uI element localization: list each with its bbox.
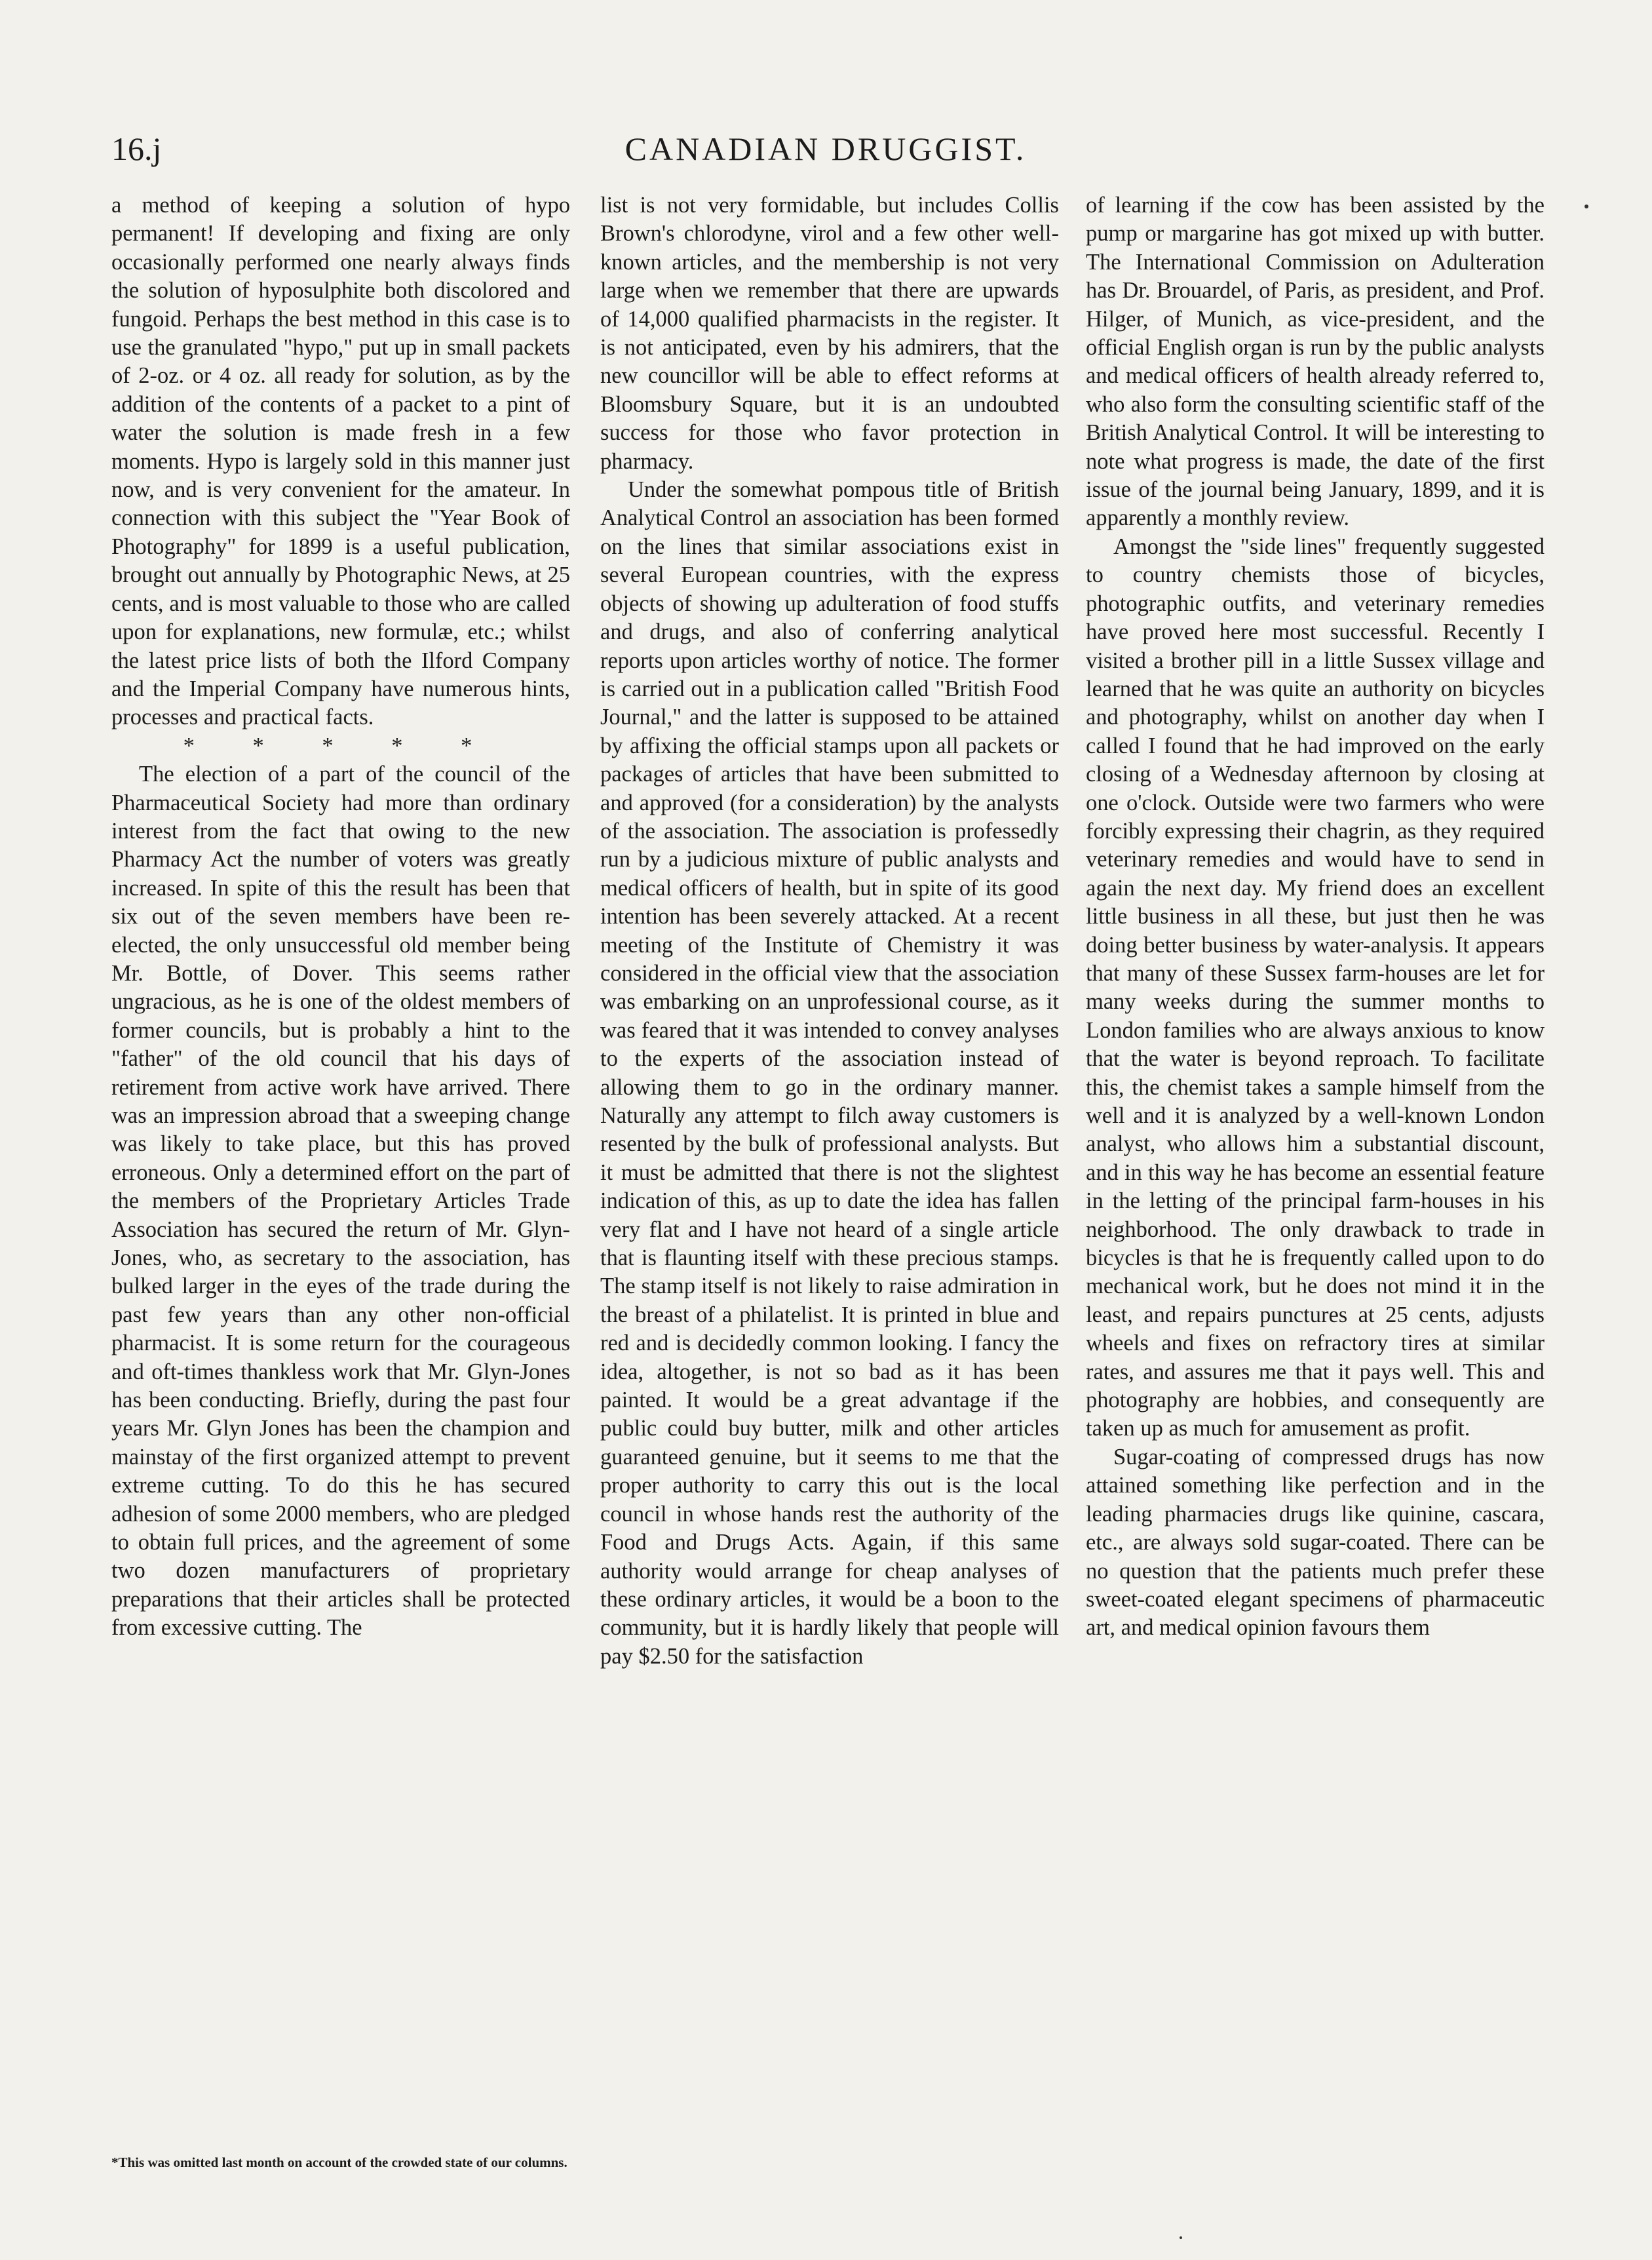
paragraph: Amongst the "side lines" frequently suggested to country chemists those of bicycles, photographic outfits, and veterinary remedies have proved here most successful. Recently I visited a brother pill in a little Sussex village and learned that he was quite an authority on bicycles and photography, whilst on another day when I called I found that he had improved on the early closing of a Wednesday afternoon by closing at one o'clock. Outside were two farmers who were forcibly expressing their chagrin, as they required veterinary remedies and would have to send in again the next day. My friend does an excellent little business in all these, but just then he was doing better business by water-analysis. It appears that many of these Sussex farm-houses are let for many weeks during the summer months to London families who are always anxious to know that the water is beyond reproach. To facilitate this, the chemist takes a sample himself from the well and it is analyzed by a well-known London analyst, who allows him a substantial discount, and in this way he has become an essential feature in the letting of the principal farm-houses in his neighborhood. The only drawback to trade in bicycles is that he is frequently called upon to do mechanical work, but he does not mind it in the least, and repairs punctures at 25 cents, adjusts wheels and fixes on refractory tires at similar rates, and assures me that it pays well. This and photography are hobbies, and consequently are taken up as much for amusement as profit.: [1086, 534, 1545, 1441]
paragraph: The election of a part of the council of the Pharmaceutical Society had more than ordinary interest from the fact that owing to the new Pharmacy Act the number of voters was greatly increased. In spite of this the result has been that six out of the seven members have been re-elected, the only unsuccessful old member being Mr. Bottle, of Dover. This seems rather ungracious, as he is one of the oldest members of former councils, but is probably a hint to the "father" of the old council that his days of retirement from active work have arrived. There was an impression abroad that a sweeping change was likely to take place, but this has proved erroneous. Only a determined effort on the part of the members of the Proprietary Articles Trade Association has secured the return of Mr. Glyn-Jones, who, as secretary to the association, has bulked larger in the eyes of the trade during the past few years than any other non-official pharmacist. It is some return for the courageous and oft-times thankless work that Mr. Glyn-Jones has been conducting. Briefly, during the past four years Mr. Glyn Jones has been the champion and mainstay of the first organized attempt to prevent extreme cutting. To do this he has secured adhesion of some 2000 members, who are pledged to obtain full prices, and the agreement of some two dozen manufacturers of proprietary preparations that their articles shall be protected from excessive cutting. The: [111, 762, 570, 1641]
section-divider: * * * * *: [183, 733, 499, 758]
page-number: 16.j: [111, 130, 162, 167]
column-1: [111, 191, 570, 1643]
running-head: [111, 130, 1540, 182]
paragraph: of learning if the cow has been assisted by the pump or margarine has got mixed up with butter. The International Commission on Adulteration has Dr. Brouardel, of Paris, as president, and Prof. Hilger, of Munich, as vice-president, and the official English organ is run by the public analysts and medical officers of health already referred to, who also form the consulting scientific staff of the British Analytical Control. It will be interesting to note what progress is made, the date of the first issue of the journal being January, 1899, and it is apparently a monthly review.: [1086, 193, 1545, 531]
ink-speck: [1585, 205, 1588, 208]
paragraph: Under the somewhat pompous title of British Analytical Control an association has been formed on the lines that similar associations exist in several European countries, with the express objects of showing up adulteration of food stuffs and drugs, and also of conferring analytical reports upon articles worthy of notice. The former is carried out in a publication called "British Food Journal," and the latter is supposed to be attained by affixing the official stamps upon all packets or packages of articles that have been submitted to and approved (for a consideration) by the analysts of the association. The association is professedly run by a judicious mixture of public analysts and medical officers of health, but in spite of its good intention has been severely attacked. At a recent meeting of the Institute of Chemistry it was considered in the official view that the association was embarking on an unprofessional course, as it was feared that it was intended to convey analyses to the experts of the association instead of allowing them to go in the ordinary manner. Naturally any attempt to filch away customers is resented by the bulk of professional analysts. But it must be admitted that there is not the slightest indication of this, as up to date the idea has fallen very flat and I have not heard of a single article that is flaunting itself with these precious stamps. The stamp itself is not likely to raise admiration in the breast of a philatelist. It is printed in blue and red and is decidedly common looking. I fancy the idea, altogether, is not so bad as it has been painted. It would be a great advantage if the public could buy butter, milk and other articles guaranteed genuine, but it seems to me that the proper authority to carry this out is the local council in whose hands rest the authority of the Food and Drugs Acts. Again, if this same authority would arrange for cheap analyses of these ordinary articles, it would be a boon to the community, but it is hardly likely that people will pay $2.50 for the satisfaction: [600, 477, 1059, 1669]
paragraph: Sugar-coating of compressed drugs has now attained something like perfection and in the leading pharmacies drugs like quinine, cascara, etc., are always sold sugar-coated. There can be no question that the patients much prefer these sweet-coated elegant specimens of pharmaceutic art, and medical opinion favours them: [1086, 1444, 1545, 1641]
journal-title: CANADIAN DRUGGIST.: [624, 130, 1027, 167]
column-2: [600, 191, 1059, 1671]
ink-speck: [1180, 2236, 1182, 2239]
column-3: [1086, 191, 1545, 1643]
footnote: *This was omitted last month on account of the crowded state of our columns.: [111, 2154, 567, 2170]
paragraph: list is not very formidable, but includes Collis Brown's chlorodyne, virol and a few other well-known articles, and the membership is not very large when we remember that there are upwards of 14,000 qualified pharmacists in the register. It is not anticipated, even by his admirers, that the new councillor will be able to effect reforms at Bloomsbury Square, but it is an undoubted success for those who favor protection in pharmacy.: [600, 193, 1059, 474]
paragraph: a method of keeping a solution of hypo permanent! If developing and fixing are only occasionally performed one nearly always finds the solution of hyposulphite both discolored and fungoid. Perhaps the best method in this case is to use the granulated "hypo," put up in small packets of 2-oz. or 4 oz. all ready for solution, as by the addition of the contents of a packet to a pint of water the solution is made fresh in a few moments. Hypo is largely sold in this manner just now, and is very convenient for the amateur. In connection with this subject the "Year Book of Photography" for 1899 is a useful publication, brought out annually by Photographic News, at 25 cents, and is most valuable to those who are called upon for explanations, new formulæ, etc.; whilst the latest price lists of both the Ilford Company and the Imperial Company have numerous hints, processes and practical facts.: [111, 193, 570, 730]
